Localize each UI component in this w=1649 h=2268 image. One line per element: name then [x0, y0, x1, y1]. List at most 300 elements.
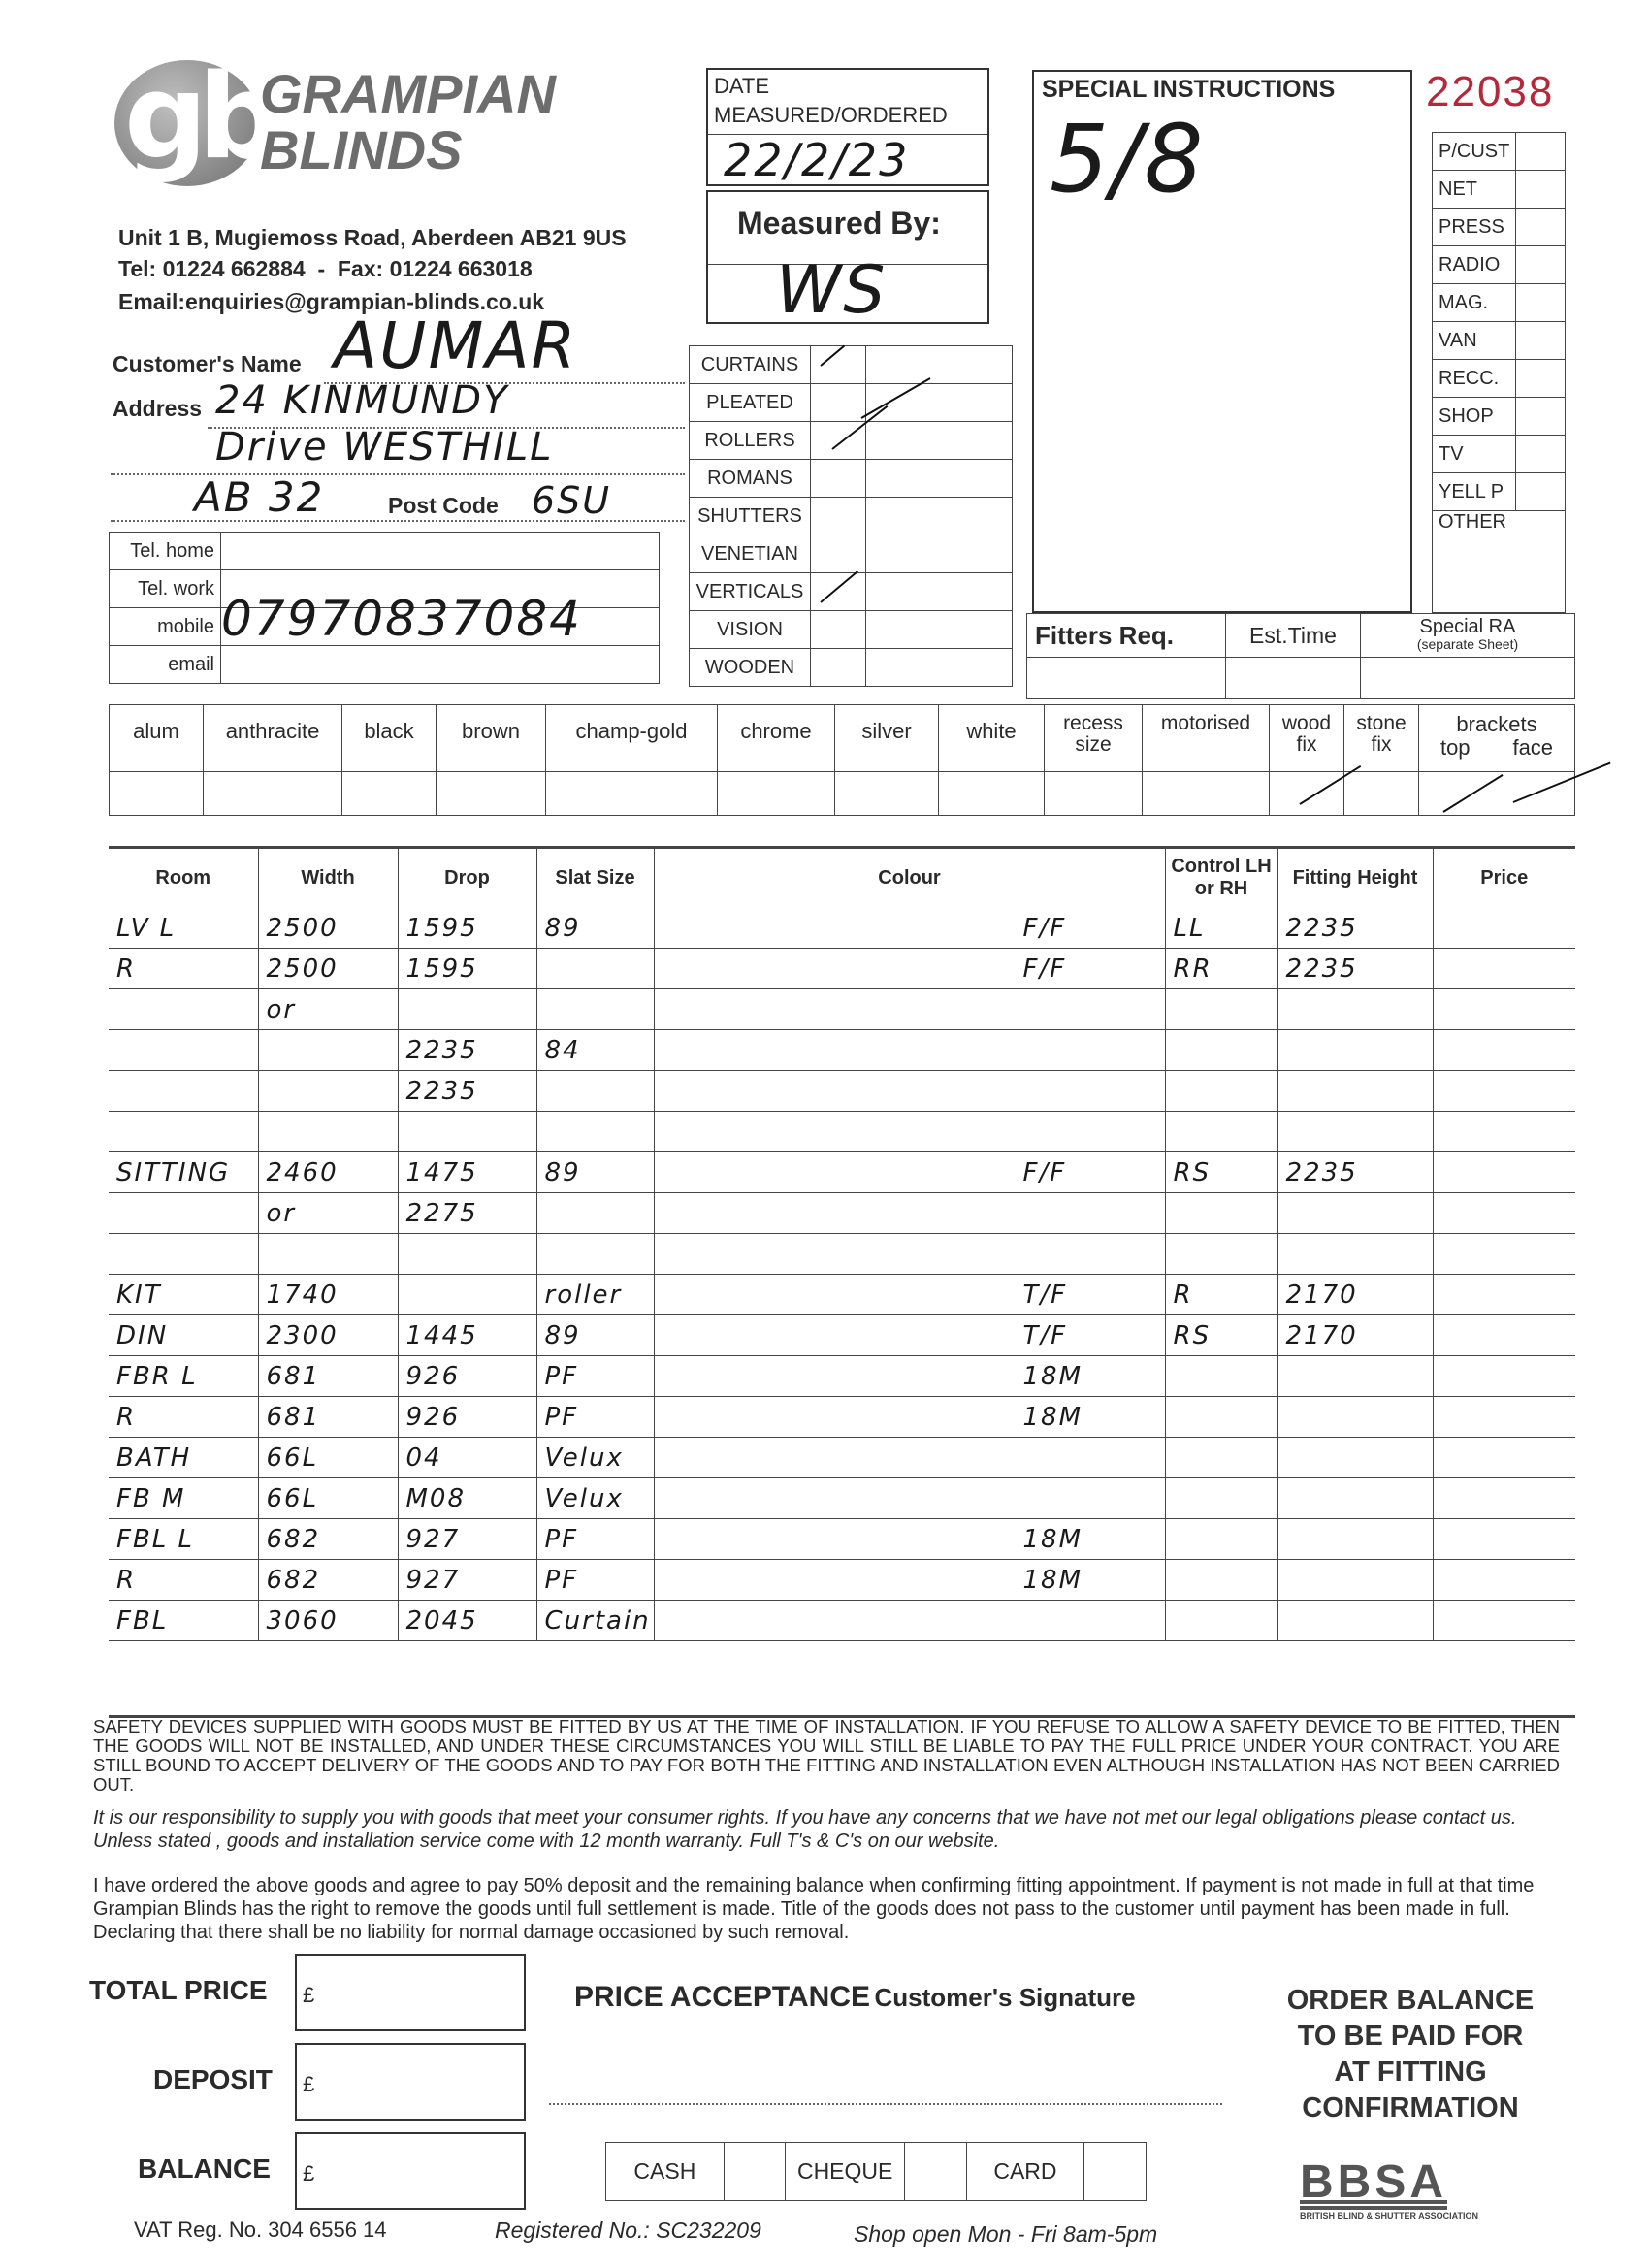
- order-cell-price[interactable]: [1433, 1193, 1575, 1234]
- order-cell-drop[interactable]: [398, 1560, 536, 1601]
- order-cell-height[interactable]: [1277, 1601, 1433, 1641]
- order-cell-drop[interactable]: [398, 1152, 536, 1193]
- order-cell-height[interactable]: [1277, 1152, 1433, 1193]
- order-cell-control[interactable]: [1165, 1478, 1277, 1519]
- order-cell-room[interactable]: [109, 908, 258, 949]
- order-cell-width[interactable]: [258, 1275, 398, 1315]
- order-value-control: RS: [1173, 1158, 1212, 1187]
- order-cell-height[interactable]: [1277, 1478, 1433, 1519]
- order-column-header: Room: [155, 866, 211, 889]
- order-cell-price[interactable]: [1433, 908, 1575, 949]
- order-cell-control[interactable]: [1165, 1071, 1277, 1112]
- order-value-width: 681: [266, 1362, 321, 1391]
- product-type-row: [690, 460, 1013, 498]
- measured-by-label: Measured By:: [737, 206, 941, 241]
- special-ra-value[interactable]: [1361, 658, 1575, 699]
- postcode-value[interactable]: 6SU: [532, 479, 612, 522]
- source-checkbox[interactable]: [1516, 398, 1566, 436]
- source-label: RADIO: [1433, 246, 1516, 284]
- finish-checkbox[interactable]: [204, 772, 342, 816]
- date-box: [706, 68, 989, 186]
- order-cell-drop[interactable]: [398, 949, 536, 989]
- order-cell-room[interactable]: [109, 1356, 258, 1397]
- order-row: [109, 1275, 1575, 1315]
- email-row: [110, 646, 660, 684]
- order-cell-height[interactable]: [1277, 1315, 1433, 1356]
- order-cell-drop[interactable]: [398, 1356, 536, 1397]
- order-value-width: or: [266, 995, 297, 1024]
- order-cell-height[interactable]: [1277, 1275, 1433, 1315]
- order-cell-drop[interactable]: [398, 1030, 536, 1071]
- order-cell-drop[interactable]: [398, 1478, 536, 1519]
- order-cell-price[interactable]: [1433, 1234, 1575, 1275]
- order-cell-slat[interactable]: [536, 908, 654, 949]
- order-value-colour: 18M: [1022, 1566, 1083, 1595]
- order-cell-colour[interactable]: [654, 989, 1165, 1030]
- order-cell-height[interactable]: [1277, 1030, 1433, 1071]
- order-cell-control[interactable]: [1165, 949, 1277, 989]
- order-cell-slat[interactable]: [536, 1071, 654, 1112]
- order-cell-width[interactable]: [258, 1438, 398, 1478]
- order-cell-room[interactable]: [109, 1315, 258, 1356]
- special-instructions-label: SPECIAL INSTRUCTIONS: [1042, 76, 1336, 103]
- order-value-room: R: [116, 955, 137, 984]
- order-column-header: Control LH or RH: [1165, 848, 1277, 908]
- order-cell-slat[interactable]: [536, 1601, 654, 1641]
- order-cell-colour[interactable]: [654, 1478, 1165, 1519]
- order-cell-room[interactable]: [109, 1234, 258, 1275]
- payment-method-checkbox[interactable]: [724, 2143, 786, 2201]
- order-value-room: FB M: [116, 1484, 186, 1513]
- order-cell-colour[interactable]: [654, 1071, 1165, 1112]
- order-cell-height[interactable]: [1277, 1193, 1433, 1234]
- customer-name-value[interactable]: AUMAR: [334, 308, 578, 383]
- order-cell-control[interactable]: [1165, 1519, 1277, 1560]
- brackets-options: [1419, 736, 1574, 760]
- order-cell-price[interactable]: [1433, 1275, 1575, 1315]
- product-type-extra[interactable]: [866, 573, 1013, 611]
- finish-checkbox[interactable]: [342, 772, 436, 816]
- order-cell-room[interactable]: [109, 1438, 258, 1478]
- order-cell-colour[interactable]: [654, 949, 1165, 989]
- order-cell-width[interactable]: [258, 1193, 398, 1234]
- order-value-room: BATH: [116, 1443, 192, 1473]
- order-cell-drop[interactable]: [398, 1234, 536, 1275]
- source-checkbox[interactable]: [1516, 284, 1566, 322]
- order-cell-price[interactable]: [1433, 1519, 1575, 1560]
- order-cell-room[interactable]: [109, 1601, 258, 1641]
- product-type-checkbox[interactable]: [811, 649, 866, 687]
- source-checkbox[interactable]: [1516, 133, 1566, 171]
- order-row: [109, 1030, 1575, 1071]
- product-type-checkbox[interactable]: [811, 384, 866, 422]
- order-cell-colour[interactable]: [654, 1356, 1165, 1397]
- product-type-row: [690, 573, 1013, 611]
- order-cell-control[interactable]: [1165, 1315, 1277, 1356]
- address-line-3[interactable]: AB 32: [194, 473, 325, 521]
- order-cell-width[interactable]: [258, 1601, 398, 1641]
- order-table: [109, 848, 1575, 1641]
- tel-work-label: Tel. work: [110, 570, 221, 608]
- order-cell-width[interactable]: [258, 1397, 398, 1438]
- order-cell-room[interactable]: [109, 1193, 258, 1234]
- order-cell-control[interactable]: [1165, 989, 1277, 1030]
- order-cell-drop[interactable]: [398, 1438, 536, 1478]
- order-cell-colour[interactable]: [654, 1112, 1165, 1152]
- product-type-extra[interactable]: [866, 498, 1013, 535]
- shop-hours: Shop open Mon - Fri 8am-5pm: [854, 2221, 1158, 2247]
- order-cell-room[interactable]: [109, 1071, 258, 1112]
- order-cell-control[interactable]: [1165, 1560, 1277, 1601]
- order-cell-slat[interactable]: [536, 1478, 654, 1519]
- order-value-room: SITTING: [116, 1158, 231, 1187]
- product-type-extra[interactable]: [866, 460, 1013, 498]
- order-cell-height[interactable]: [1277, 1356, 1433, 1397]
- total-price-currency: £: [303, 1983, 315, 2007]
- order-value-width: 682: [266, 1566, 321, 1595]
- order-cell-slat[interactable]: [536, 1275, 654, 1315]
- order-cell-room[interactable]: [109, 1152, 258, 1193]
- order-cell-slat[interactable]: [536, 1519, 654, 1560]
- order-cell-control[interactable]: [1165, 1438, 1277, 1478]
- order-cell-colour[interactable]: [654, 1030, 1165, 1071]
- order-cell-price[interactable]: [1433, 1112, 1575, 1152]
- product-type-checkbox[interactable]: [811, 535, 866, 573]
- order-cell-height[interactable]: [1277, 1397, 1433, 1438]
- order-cell-room[interactable]: [109, 949, 258, 989]
- bbsa-logo-sub: BRITISH BLIND & SHUTTER ASSOCIATION: [1300, 2211, 1478, 2220]
- order-row: [109, 1193, 1575, 1234]
- source-checkbox[interactable]: [1516, 360, 1566, 398]
- date-value[interactable]: 22/2/23: [724, 134, 910, 186]
- order-cell-width[interactable]: [258, 1560, 398, 1601]
- source-row: [1433, 436, 1566, 473]
- order-cell-price[interactable]: [1433, 1438, 1575, 1478]
- order-cell-width[interactable]: [258, 989, 398, 1030]
- order-cell-width[interactable]: [258, 1315, 398, 1356]
- source-row: [1433, 398, 1566, 436]
- order-cell-drop[interactable]: [398, 1193, 536, 1234]
- order-cell-width[interactable]: [258, 1519, 398, 1560]
- source-checklist: [1432, 132, 1566, 613]
- est-time-value[interactable]: [1226, 658, 1361, 699]
- order-cell-room[interactable]: [109, 1560, 258, 1601]
- order-cell-width[interactable]: [258, 1356, 398, 1397]
- order-value-height: 2170: [1285, 1280, 1358, 1310]
- order-value-drop: 2045: [405, 1606, 478, 1636]
- order-cell-colour[interactable]: [654, 1601, 1165, 1641]
- finish-checkbox[interactable]: [546, 772, 718, 816]
- company-name-line2: BLINDS: [260, 119, 463, 180]
- order-value-drop: 1595: [405, 955, 478, 984]
- order-cell-room[interactable]: [109, 1478, 258, 1519]
- bbsa-logo-text: BBSA: [1300, 2156, 1448, 2208]
- order-cell-price[interactable]: [1433, 1601, 1575, 1641]
- order-cell-control[interactable]: [1165, 1356, 1277, 1397]
- order-cell-slat[interactable]: [536, 1112, 654, 1152]
- order-table-header: [109, 848, 1575, 908]
- product-type-label: ROLLERS: [690, 422, 811, 460]
- order-value-slat: PF: [544, 1403, 579, 1432]
- order-cell-colour[interactable]: [654, 1275, 1165, 1315]
- finish-label: white: [939, 705, 1045, 772]
- recess-size-checkbox[interactable]: [1045, 772, 1143, 816]
- order-cell-control[interactable]: [1165, 1193, 1277, 1234]
- mobile-label: mobile: [110, 608, 221, 646]
- order-cell-height[interactable]: [1277, 1071, 1433, 1112]
- source-label: TV: [1433, 436, 1516, 473]
- order-cell-slat[interactable]: [536, 1560, 654, 1601]
- order-cell-slat[interactable]: [536, 989, 654, 1030]
- order-cell-control[interactable]: [1165, 1601, 1277, 1641]
- special-instructions-value[interactable]: 5/8: [1050, 105, 1206, 213]
- source-row: [1433, 511, 1566, 613]
- order-cell-height[interactable]: [1277, 1519, 1433, 1560]
- order-cell-drop[interactable]: [398, 1315, 536, 1356]
- order-value-width: 2300: [266, 1321, 339, 1350]
- order-cell-drop[interactable]: [398, 1112, 536, 1152]
- wood-fix-label: wood fix: [1270, 705, 1344, 772]
- order-cell-slat[interactable]: [536, 1193, 654, 1234]
- order-cell-room[interactable]: [109, 1519, 258, 1560]
- finish-label: black: [342, 705, 436, 772]
- order-cell-colour[interactable]: [654, 908, 1165, 949]
- order-cell-height[interactable]: [1277, 1438, 1433, 1478]
- order-value-slat: 84: [544, 1036, 581, 1065]
- order-cell-slat[interactable]: [536, 949, 654, 989]
- motorised-checkbox[interactable]: [1143, 772, 1270, 816]
- order-cell-drop[interactable]: [398, 989, 536, 1030]
- order-number: 22038: [1426, 68, 1555, 115]
- order-cell-price[interactable]: [1433, 1071, 1575, 1112]
- order-cell-price[interactable]: [1433, 1356, 1575, 1397]
- order-value-colour: F/F: [1022, 955, 1067, 984]
- order-value-room: FBR L: [116, 1362, 198, 1391]
- tel-home-label: Tel. home: [110, 533, 221, 570]
- order-cell-price[interactable]: [1433, 989, 1575, 1030]
- balance-currency: £: [303, 2161, 315, 2186]
- finish-label: brown: [436, 705, 546, 772]
- product-type-extra[interactable]: [866, 611, 1013, 649]
- finish-label-row: [110, 705, 1575, 772]
- order-cell-room[interactable]: [109, 1030, 258, 1071]
- order-cell-control[interactable]: [1165, 1112, 1277, 1152]
- source-row: [1433, 284, 1566, 322]
- order-value-control: RS: [1173, 1321, 1212, 1350]
- order-cell-slat[interactable]: [536, 1438, 654, 1478]
- order-cell-control[interactable]: [1165, 1152, 1277, 1193]
- order-cell-control[interactable]: [1165, 1397, 1277, 1438]
- order-cell-room[interactable]: [109, 1275, 258, 1315]
- source-checkbox[interactable]: [1516, 171, 1566, 209]
- special-ra-label: Special RA: [1419, 616, 1516, 637]
- order-value-slat: PF: [544, 1362, 579, 1391]
- product-type-checkbox[interactable]: [811, 460, 866, 498]
- order-value-room: DIN: [116, 1321, 169, 1350]
- order-cell-colour[interactable]: [654, 1234, 1165, 1275]
- order-cell-width[interactable]: [258, 1071, 398, 1112]
- order-cell-drop[interactable]: [398, 1071, 536, 1112]
- order-cell-width[interactable]: [258, 949, 398, 989]
- source-label: MAG.: [1433, 284, 1516, 322]
- order-cell-price[interactable]: [1433, 1030, 1575, 1071]
- date-label-2: MEASURED/ORDERED: [714, 103, 948, 127]
- finish-checkbox[interactable]: [835, 772, 939, 816]
- order-cell-height[interactable]: [1277, 1234, 1433, 1275]
- signature-line[interactable]: [549, 2103, 1222, 2105]
- order-value-drop: 1595: [405, 914, 478, 943]
- product-type-extra[interactable]: [866, 649, 1013, 687]
- order-cell-height[interactable]: [1277, 1112, 1433, 1152]
- motorised-label: motorised: [1143, 705, 1270, 772]
- source-checkbox[interactable]: [1516, 209, 1566, 246]
- order-cell-price[interactable]: [1433, 1478, 1575, 1519]
- order-cell-slat[interactable]: [536, 1030, 654, 1071]
- stone-fix-checkbox[interactable]: [1344, 772, 1419, 816]
- product-type-extra[interactable]: [866, 535, 1013, 573]
- tel-home-field[interactable]: [221, 533, 660, 570]
- product-type-label: VISION: [690, 611, 811, 649]
- order-cell-room[interactable]: [109, 1112, 258, 1152]
- finish-options: [109, 704, 1575, 816]
- email-field[interactable]: [221, 646, 660, 684]
- balance-field[interactable]: [295, 2132, 526, 2210]
- finish-checkbox[interactable]: [939, 772, 1045, 816]
- registered-number: Registered No.: SC232209: [495, 2218, 761, 2243]
- company-address: Unit 1 B, Mugiemoss Road, Aberdeen AB21 9US: [118, 225, 627, 250]
- product-type-checkbox[interactable]: [811, 573, 866, 611]
- address-line-2[interactable]: Drive WESTHILL: [215, 425, 554, 470]
- order-cell-drop[interactable]: [398, 908, 536, 949]
- order-value-room: KIT: [116, 1280, 162, 1310]
- mobile-field[interactable]: [221, 591, 660, 647]
- order-cell-control[interactable]: [1165, 1234, 1277, 1275]
- order-cell-drop[interactable]: [398, 1519, 536, 1560]
- order-balance-notice: [1244, 1983, 1577, 2126]
- order-cell-price[interactable]: [1433, 949, 1575, 989]
- order-cell-price[interactable]: [1433, 1315, 1575, 1356]
- order-cell-price[interactable]: [1433, 1397, 1575, 1438]
- product-type-checkbox[interactable]: [811, 498, 866, 535]
- total-price-field[interactable]: [295, 1954, 526, 2031]
- order-value-width: 66L: [266, 1443, 319, 1473]
- order-cell-drop[interactable]: [398, 1397, 536, 1438]
- fitters-value[interactable]: [1027, 658, 1226, 699]
- stone-fix-label: stone fix: [1344, 705, 1419, 772]
- order-cell-slat[interactable]: [536, 1397, 654, 1438]
- order-column-header: Slat Size: [536, 848, 654, 908]
- payment-method-checkbox[interactable]: [1084, 2143, 1147, 2201]
- order-cell-control[interactable]: [1165, 1275, 1277, 1315]
- order-cell-room[interactable]: [109, 1397, 258, 1438]
- order-cell-width[interactable]: [258, 1478, 398, 1519]
- order-cell-colour[interactable]: [654, 1315, 1165, 1356]
- order-cell-control[interactable]: [1165, 908, 1277, 949]
- wood-fix-checkbox[interactable]: [1270, 772, 1344, 816]
- order-cell-colour[interactable]: [654, 1397, 1165, 1438]
- order-value-drop: 2275: [405, 1199, 478, 1228]
- measured-by-value[interactable]: WS: [776, 252, 888, 329]
- order-row: [109, 908, 1575, 949]
- product-type-extra[interactable]: [866, 422, 1013, 460]
- order-cell-control[interactable]: [1165, 1030, 1277, 1071]
- order-cell-width[interactable]: [258, 1152, 398, 1193]
- order-value-colour: T/F: [1022, 1280, 1068, 1310]
- source-row: [1433, 360, 1566, 398]
- deposit-field[interactable]: [295, 2043, 526, 2121]
- order-cell-width[interactable]: [258, 1030, 398, 1071]
- order-cell-room[interactable]: [109, 989, 258, 1030]
- order-cell-slat[interactable]: [536, 1356, 654, 1397]
- order-value-slat: 89: [544, 914, 581, 943]
- order-cell-width[interactable]: [258, 908, 398, 949]
- order-cell-height[interactable]: [1277, 949, 1433, 989]
- product-type-extra[interactable]: [866, 346, 1013, 384]
- order-cell-slat[interactable]: [536, 1152, 654, 1193]
- source-label: RECC.: [1433, 360, 1516, 398]
- order-cell-width[interactable]: [258, 1234, 398, 1275]
- order-cell-slat[interactable]: [536, 1315, 654, 1356]
- order-column-header: Width: [258, 848, 398, 908]
- order-cell-colour[interactable]: [654, 1152, 1165, 1193]
- source-checkbox[interactable]: [1516, 322, 1566, 360]
- order-row: [109, 1234, 1575, 1275]
- order-cell-height[interactable]: [1277, 1560, 1433, 1601]
- order-cell-slat[interactable]: [536, 1234, 654, 1275]
- price-acceptance-rest: Customer's Signature: [874, 1983, 1136, 2012]
- order-cell-width[interactable]: [258, 1112, 398, 1152]
- company-name-line1: GRAMPIAN: [260, 63, 556, 124]
- order-cell-drop[interactable]: [398, 1601, 536, 1641]
- product-type-label: PLEATED: [690, 384, 811, 422]
- finish-checkbox[interactable]: [718, 772, 835, 816]
- product-type-rows: [690, 346, 1013, 687]
- address-line-1[interactable]: 24 KINMUNDY: [215, 378, 509, 423]
- order-cell-price[interactable]: [1433, 1152, 1575, 1193]
- order-cell-colour[interactable]: [654, 1438, 1165, 1478]
- brackets-face-label: face: [1512, 735, 1554, 760]
- source-checkbox[interactable]: [1516, 246, 1566, 284]
- order-cell-height[interactable]: [1277, 908, 1433, 949]
- order-cell-colour[interactable]: [654, 1560, 1165, 1601]
- product-type-row: [690, 346, 1013, 384]
- source-label: P/CUST: [1433, 133, 1516, 171]
- order-cell-price[interactable]: [1433, 1560, 1575, 1601]
- order-row: [109, 1112, 1575, 1152]
- order-cell-colour[interactable]: [654, 1519, 1165, 1560]
- order-column-header: Price: [1433, 848, 1575, 908]
- finish-label: silver: [835, 705, 939, 772]
- order-value-colour: 18M: [1022, 1362, 1083, 1391]
- order-cell-drop[interactable]: [398, 1275, 536, 1315]
- order-cell-colour[interactable]: [654, 1193, 1165, 1234]
- product-type-checkbox[interactable]: [811, 611, 866, 649]
- finish-checkbox[interactable]: [436, 772, 546, 816]
- source-rows: [1433, 133, 1566, 613]
- special-instructions-box: [1032, 70, 1412, 613]
- brackets-cell: [1419, 705, 1575, 772]
- brackets-label: brackets: [1456, 712, 1537, 736]
- order-value-colour: 18M: [1022, 1525, 1083, 1554]
- order-value-width: 682: [266, 1525, 321, 1554]
- payment-method-label: CHEQUE: [786, 2143, 905, 2201]
- source-checkbox[interactable]: [1516, 436, 1566, 473]
- order-cell-height[interactable]: [1277, 989, 1433, 1030]
- logo-letters: gb: [124, 50, 272, 185]
- source-checkbox[interactable]: [1516, 473, 1566, 511]
- finish-checkbox[interactable]: [110, 772, 204, 816]
- payment-method-checkbox[interactable]: [904, 2143, 966, 2201]
